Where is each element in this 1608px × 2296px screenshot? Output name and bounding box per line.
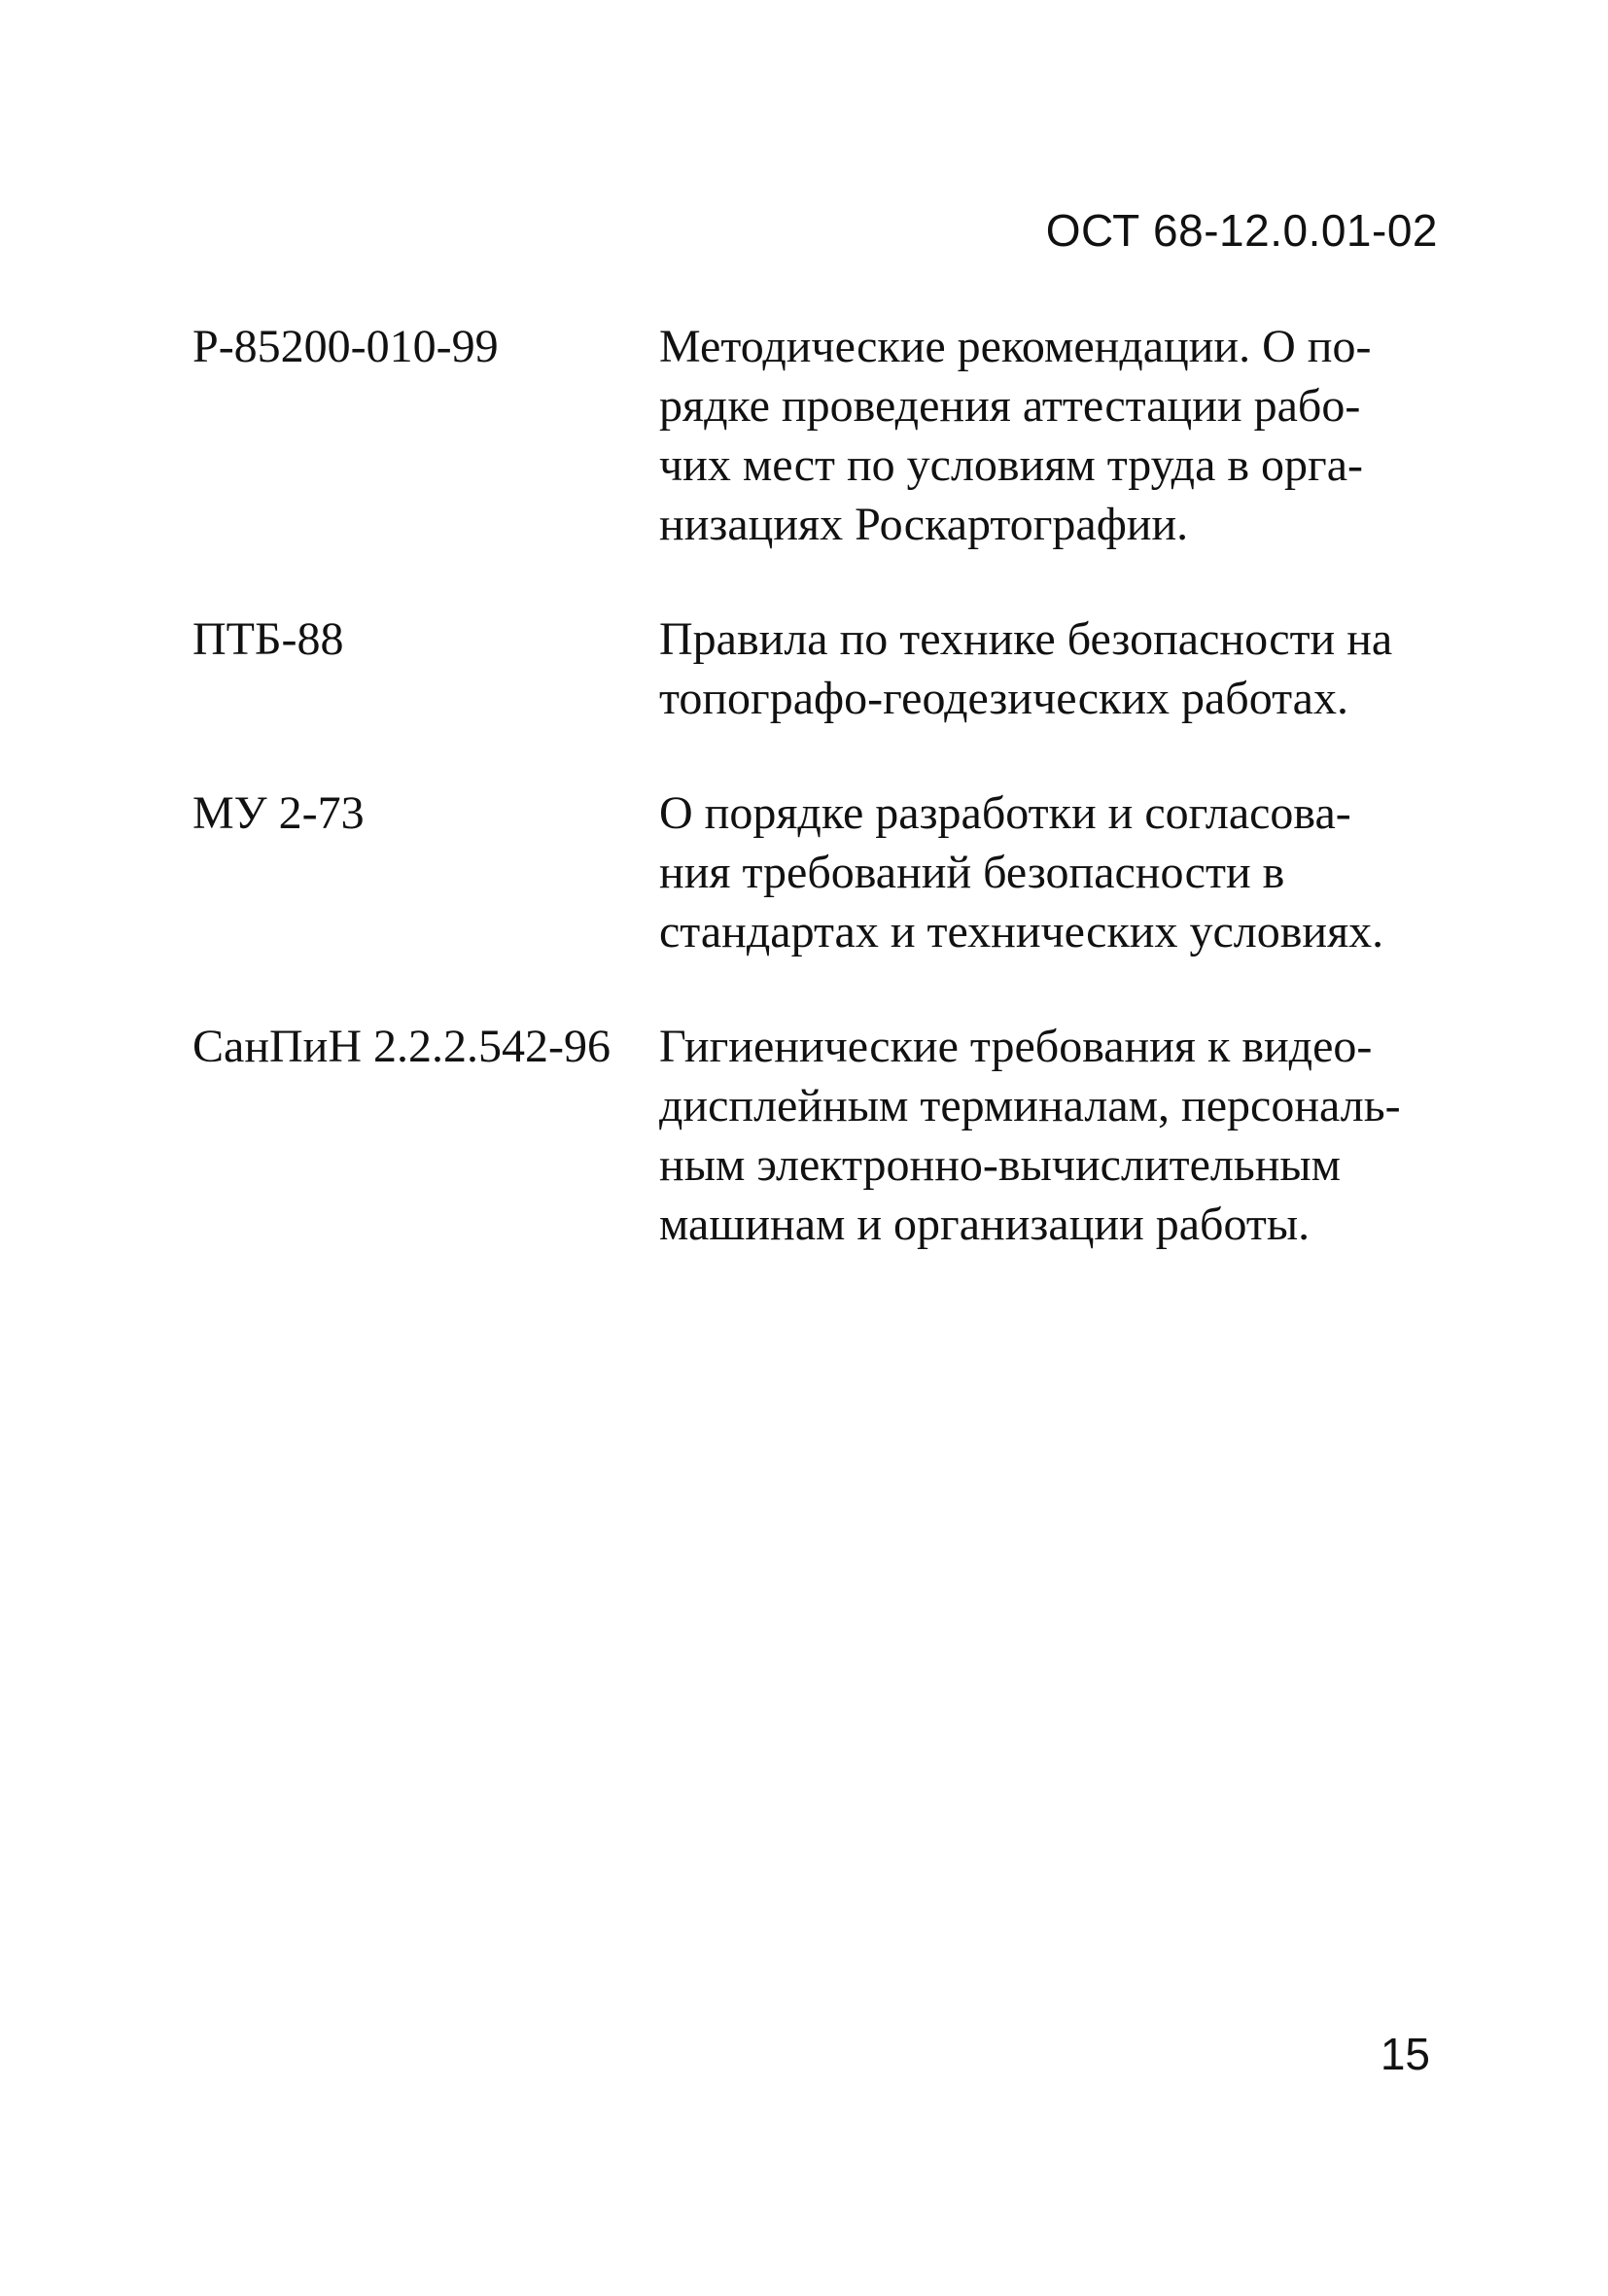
reference-description-line: чих мест по условиям труда в орга- <box>659 439 1364 491</box>
reference-description-line: низациях Роскартографии. <box>659 499 1189 550</box>
reference-description-line: Правила по технике безопасности на <box>659 613 1393 665</box>
reference-description-line: ным электронно-вычислительным <box>659 1139 1342 1191</box>
reference-description-line: стандартах и технических условиях. <box>659 906 1384 957</box>
reference-item <box>192 783 1456 961</box>
reference-description-line: машинам и организации работы. <box>659 1199 1311 1250</box>
references-list <box>192 317 1456 1254</box>
reference-item <box>192 317 1456 554</box>
reference-description-line: Гигиенические требования к видео- <box>659 1021 1373 1072</box>
reference-description-line: ния требований безопасности в <box>659 847 1285 898</box>
reference-description <box>659 609 1437 728</box>
reference-description <box>659 317 1437 554</box>
reference-code: МУ 2-73 <box>192 787 365 839</box>
reference-description-line: дисплейным терминалам, персональ- <box>659 1080 1401 1131</box>
reference-description <box>659 1017 1437 1254</box>
reference-code: Р-85200-010-99 <box>192 321 499 372</box>
reference-item <box>192 609 1456 728</box>
reference-item <box>192 1017 1456 1254</box>
reference-description-line: рядке проведения аттестации рабо- <box>659 380 1361 432</box>
page-number: 15 <box>1380 2029 1430 2079</box>
reference-code: СанПиН 2.2.2.542-96 <box>192 1021 612 1072</box>
reference-description-line: топографо-геодезических работах. <box>659 673 1348 724</box>
reference-description-line: О порядке разработки и согласова- <box>659 787 1351 839</box>
reference-code: ПТБ-88 <box>192 613 344 665</box>
reference-description <box>659 783 1437 961</box>
document-code: ОСТ 68-12.0.01-02 <box>1045 205 1438 256</box>
reference-description-line: Методические рекомендации. О по- <box>659 321 1372 372</box>
